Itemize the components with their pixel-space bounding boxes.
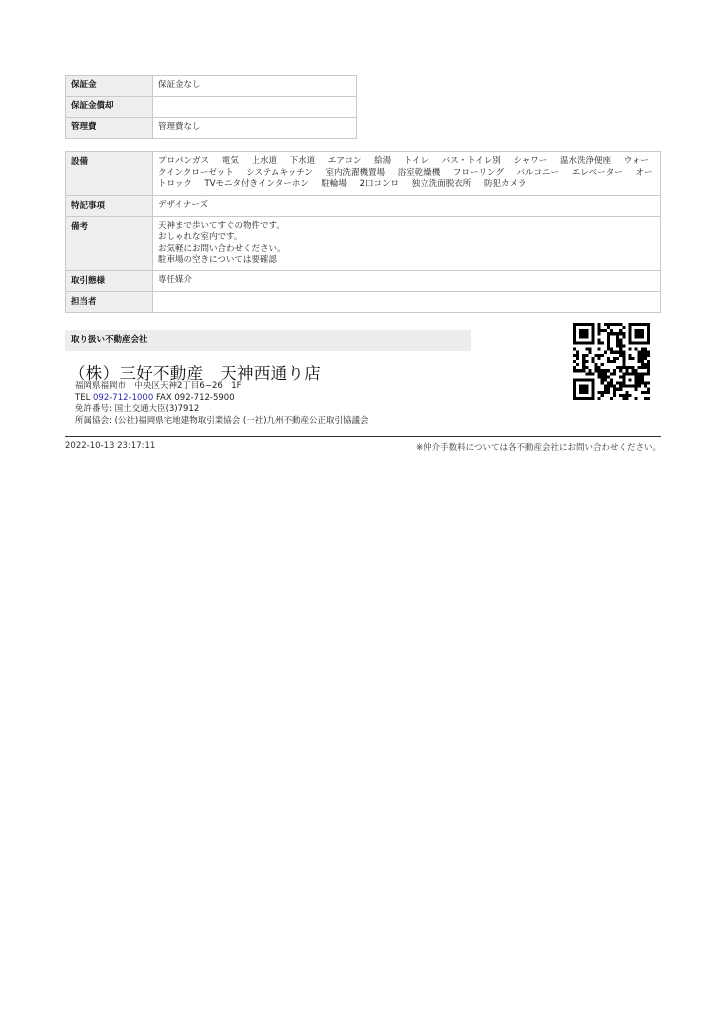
detail-table (65, 151, 661, 313)
table-row (66, 196, 661, 217)
table-row (66, 271, 661, 292)
equipment-item: シャワー (513, 156, 548, 167)
equipment-item: 下水道 (289, 156, 316, 167)
equipment-item: 上水道 (251, 156, 277, 167)
deposit-amortization-value (153, 97, 357, 118)
equipment-label: 設備 (66, 152, 153, 196)
equipment-item: ウォークインクローゼット (158, 156, 649, 178)
equipment-item: プロパンガス (158, 156, 210, 167)
management-fee-value: 管理費なし (153, 118, 357, 139)
company-address: 福岡県福岡市 中央区天神2丁目6−26 1F (75, 381, 242, 391)
company-phone-line (75, 393, 235, 404)
table-row (66, 118, 357, 139)
equipment-list (158, 156, 655, 191)
fax-number: 092-712-5900 (174, 393, 235, 403)
staff-label: 担当者 (66, 292, 153, 313)
equipment-item: システムキッチン (246, 167, 313, 178)
table-row (66, 97, 357, 118)
staff-value (153, 292, 661, 313)
equipment-value (153, 152, 661, 196)
equipment-item: トイレ (403, 156, 429, 167)
table-row (66, 292, 661, 313)
footer-divider (65, 436, 661, 437)
transaction-type-label: 取引態様 (66, 271, 153, 292)
print-timestamp: 2022-10-13 23:17:11 (65, 441, 156, 451)
company-section-header: 取り扱い不動産会社 (65, 330, 471, 351)
remarks-line: おしゃれな室内です。 (158, 232, 243, 243)
company-association: 所属協会: (公社)福岡県宅地建物取引業協会 (一社)九州不動産公正取引協議会 (75, 416, 369, 426)
equipment-item: バルコニー (516, 167, 560, 178)
deposit-amortization-label: 保証金償却 (66, 97, 153, 118)
equipment-item: 浴室乾燥機 (397, 167, 441, 178)
management-fee-label: 管理費 (66, 118, 153, 139)
deposit-label: 保証金 (66, 76, 153, 97)
remarks-label: 備考 (66, 217, 153, 271)
equipment-item: TVモニタ付きインターホン (204, 179, 309, 190)
fax-label: FAX (155, 393, 172, 403)
tel-label: TEL (75, 393, 91, 403)
equipment-item: 室内洗濯機置場 (325, 167, 386, 178)
remarks-line: 天神まで歩いてすぐの物件です。 (158, 221, 285, 231)
table-row (66, 217, 661, 271)
company-name: （株）三好不動産 天神西通り店 (69, 364, 321, 383)
equipment-item: 給湯 (374, 156, 392, 167)
remarks-value (153, 217, 661, 271)
features-value: デザイナーズ (153, 196, 661, 217)
equipment-item: エレベーター (571, 167, 623, 178)
equipment-item: 電気 (221, 156, 239, 167)
deposit-value: 保証金なし (153, 76, 357, 97)
equipment-item: フローリング (452, 167, 504, 178)
remarks-line: お気軽にお問い合わせください。 (158, 243, 286, 254)
equipment-item: 駐輪場 (321, 179, 347, 190)
equipment-item: エアコン (327, 156, 362, 167)
equipment-item: 防犯カメラ (483, 179, 527, 190)
table-row (66, 76, 357, 97)
transaction-type-value: 専任媒介 (153, 271, 661, 292)
tel-link[interactable]: 092-712-1000 (93, 393, 154, 403)
features-label: 特記事項 (66, 196, 153, 217)
equipment-item: 温水洗浄便座 (559, 156, 611, 167)
deposit-table (65, 75, 357, 139)
remarks-line: 駐車場の空きについては要確認 (158, 254, 277, 265)
table-row (66, 152, 661, 196)
equipment-item: バス・トイレ別 (441, 156, 501, 167)
equipment-item: 2口コンロ (359, 179, 400, 190)
commission-note: ※仲介手数料については各不動産会社にお問い合わせください。 (416, 443, 661, 453)
equipment-item: 独立洗面脱衣所 (411, 179, 472, 190)
qr-code-icon (573, 323, 650, 400)
equipment-item: オートロック (158, 167, 653, 190)
company-license: 免許番号: 国土交通大臣(3)7912 (75, 404, 200, 414)
